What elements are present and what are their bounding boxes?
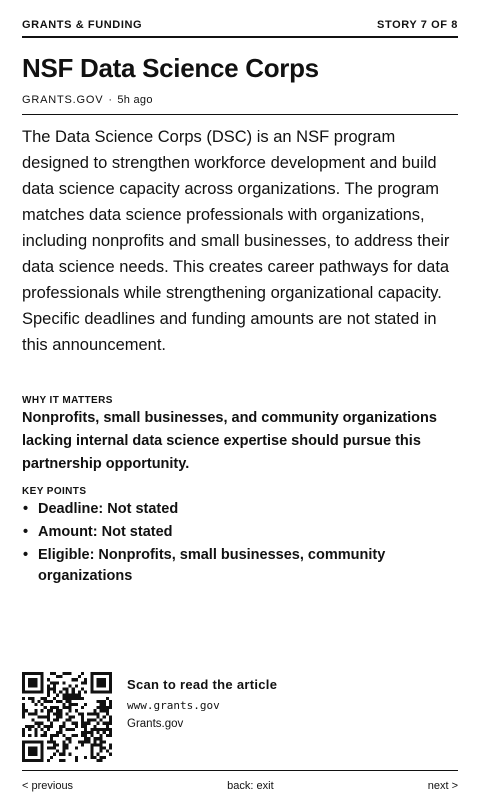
key-points-list <box>22 499 458 587</box>
top-bar <box>22 18 458 38</box>
bullet-icon: • <box>23 524 29 540</box>
back-exit-button[interactable]: back: exit <box>227 780 274 792</box>
why-it-matters-text: Nonprofits, small businesses, and community organizations lacking internal data science expertise should pursue this partnership opportunity. <box>22 410 437 472</box>
article-meta <box>22 94 458 115</box>
qr-block <box>22 672 458 762</box>
article-title: NSF Data Science Corps <box>22 53 319 83</box>
previous-button[interactable]: < previous <box>22 780 74 792</box>
key-points-section <box>22 486 458 589</box>
key-point-text: Amount: Not stated <box>38 524 173 540</box>
key-point-eligible <box>22 545 458 587</box>
category-label: GRANTS & FUNDING <box>22 19 143 31</box>
story-counter: STORY 7 OF 8 <box>377 19 458 31</box>
bullet-icon: • <box>23 501 29 517</box>
key-point-text: Eligible: Nonprofits, small businesses, community organizations <box>38 547 386 584</box>
article-age: 5h ago <box>117 94 153 106</box>
meta-separator: · <box>108 94 113 106</box>
qr-url[interactable]: www.grants.gov <box>127 699 220 712</box>
why-it-matters-section <box>22 395 458 476</box>
key-point-deadline <box>22 499 458 520</box>
qr-site-name: Grants.gov <box>127 718 184 730</box>
key-points-label: KEY POINTS <box>22 486 87 497</box>
why-it-matters-label: WHY IT MATTERS <box>22 395 113 406</box>
article-source: GRANTS.GOV <box>22 94 104 106</box>
key-point-text: Deadline: Not stated <box>38 501 179 517</box>
footer-nav <box>22 770 458 793</box>
article-body: The Data Science Corps (DSC) is an NSF program designed to strengthen workforce development and build data science capacity across organizations. The program matches data science professionals with organizations, including nonprofits and small businesses, to address their data science needs. This creates career pathways for data professionals while strengthening organizational capacity. Specific deadlines and funding amounts are not stated in this announcement. <box>22 128 450 354</box>
qr-code-icon[interactable] <box>22 672 112 762</box>
next-button[interactable]: next > <box>427 780 458 792</box>
qr-title: Scan to read the article <box>127 677 278 692</box>
bullet-icon: • <box>23 547 29 563</box>
key-point-amount <box>22 522 458 543</box>
qr-info <box>127 676 277 732</box>
